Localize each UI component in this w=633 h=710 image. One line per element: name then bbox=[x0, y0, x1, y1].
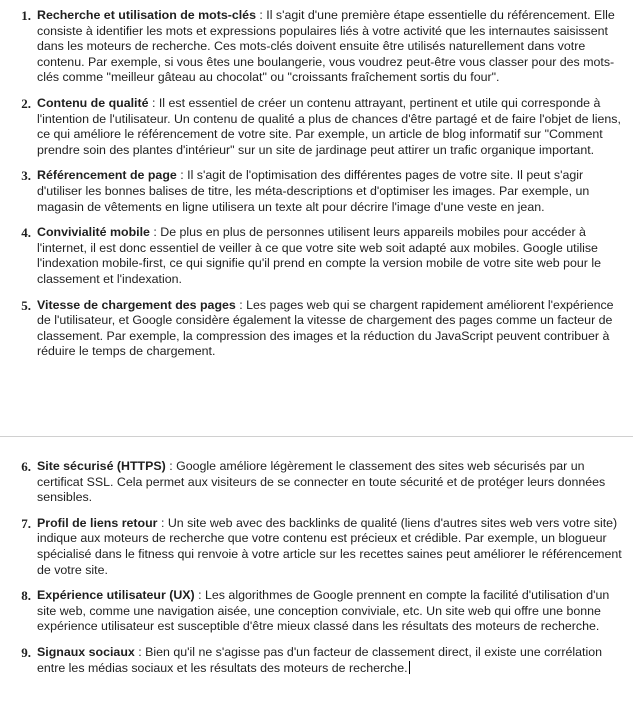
list-item-term: Recherche et utilisation de mots-clés bbox=[37, 8, 256, 22]
list-item[interactable] bbox=[0, 298, 633, 360]
list-number: 1. bbox=[21, 8, 31, 23]
list-item-text: : Un site web avec des backlinks de qualité (liens d'autres sites web vers votre site) indique aux moteurs de recherche que votre contenu est précieux et crédible. Par exemple, un blogueur spécialisé dans le fitness qui renvoie à votre article sur les recettes saines peut améliorer le référencement de votre site. bbox=[37, 515, 622, 577]
list-item-term: Convivialité mobile bbox=[37, 225, 150, 240]
list-number: 7. bbox=[21, 515, 31, 531]
list-item-term: Expérience utilisateur (UX) bbox=[37, 588, 195, 603]
list-item[interactable] bbox=[0, 8, 633, 86]
list-item-term: Signaux sociaux bbox=[37, 644, 135, 659]
list-item-term: Site sécurisé (HTTPS) bbox=[37, 459, 166, 473]
list-item-text: : De plus en plus de personnes utilisent leurs appareils mobiles pour accéder à l'internet, il est donc essentiel de veiller à ce que votre site web soit adapté aux mobiles. Google utilise l'indexation mobile-first, ce qui signifie qu'il prend en compte la version mobile de votre site web pour le classement et l'indexation. bbox=[37, 225, 601, 286]
list-item-term: Profil de liens retour bbox=[37, 515, 158, 530]
list-item-term: Référencement de page bbox=[37, 168, 177, 183]
list-item[interactable] bbox=[0, 96, 633, 158]
list-item-text: : Il est essentiel de créer un contenu attrayant, pertinent et utile qui corresponde à l'intention de l'utilisateur. Un contenu de qualité a plus de chances d'être partagé et de faire l'objet de liens, ce qui améliore le référencement de votre site. Par exemple, un article de blog informatif sur "Comment prendre soin des plantes d'intérieur" sur un site de jardinage peut attirer un trafic organique important. bbox=[37, 95, 621, 157]
list-item-text: : Les pages web qui se chargent rapidement améliorent l'expérience de l'utilisateur, et Google considère également la vitesse de chargement des pages comme un facteur de classement. Par exemple, la compression des images et la réduction du JavaScript peuvent contribuer à réduire le temps de chargement. bbox=[37, 297, 614, 359]
text-cursor bbox=[409, 661, 410, 674]
list-item-text: : Les algorithmes de Google prennent en compte la facilité d'utilisation d'un site web, comme une navigation aisée, une conception conviviale, etc. Un site web qui offre une bonne expérience utilisateur est susceptible d'être mieux classé dans les résultats des moteurs de recherche. bbox=[37, 588, 610, 634]
document-page-2 bbox=[0, 459, 633, 686]
list-item-text: : Il s'agit de l'optimisation des différentes pages de votre site. Il peut s'agir d'utiliser les bonnes balises de titre, les méta-descriptions et d'optimiser les images. Par exemple, un magasin de vêtements en ligne utilisera un texte alt pour décrire l'image d'une veste en jean. bbox=[37, 168, 590, 214]
list-item[interactable] bbox=[0, 588, 633, 635]
list-number: 4. bbox=[21, 225, 31, 241]
list-number: 2. bbox=[21, 95, 31, 111]
document-page-1 bbox=[0, 8, 633, 370]
list-item-text: : Google améliore légèrement le classement des sites web sécurisés par un certificat SSL. Cela permet aux visiteurs de se connecter en toute sécurité et de protéger leurs données sensibles. bbox=[37, 459, 606, 505]
list-number: 9. bbox=[21, 644, 31, 660]
list-item[interactable] bbox=[0, 225, 633, 287]
list-number: 6. bbox=[21, 459, 31, 474]
list-item[interactable] bbox=[0, 645, 633, 676]
list-item[interactable] bbox=[0, 168, 633, 215]
list-item-text: : Bien qu'il ne s'agisse pas d'un facteur de classement direct, il existe une corrélation entre les médias sociaux et les résultats des moteurs de recherche. bbox=[37, 644, 602, 675]
list-item-text: : Il s'agit d'une première étape essentielle du référencement. Elle consiste à identifier les mots et expressions populaires liés à votre activité que les internautes saisissent dans les moteurs de recherche. Ces mots-clés doivent ensuite être utilisés naturellement dans votre contenu. Par exemple, si vous êtes une boulangerie, vous voudrez peut-être vous classer pour des mots-clés comme "meilleur gâteau au chocolat" ou "croissants fraîchement sortis du four". bbox=[37, 8, 615, 85]
list-item[interactable] bbox=[0, 459, 633, 506]
page-break-divider bbox=[0, 436, 633, 437]
list-number: 8. bbox=[21, 588, 31, 604]
list-item-term: Vitesse de chargement des pages bbox=[37, 297, 236, 312]
list-number: 5. bbox=[21, 297, 31, 313]
list-item-term: Contenu de qualité bbox=[37, 95, 149, 110]
list-item[interactable] bbox=[0, 516, 633, 578]
list-number: 3. bbox=[21, 168, 31, 184]
